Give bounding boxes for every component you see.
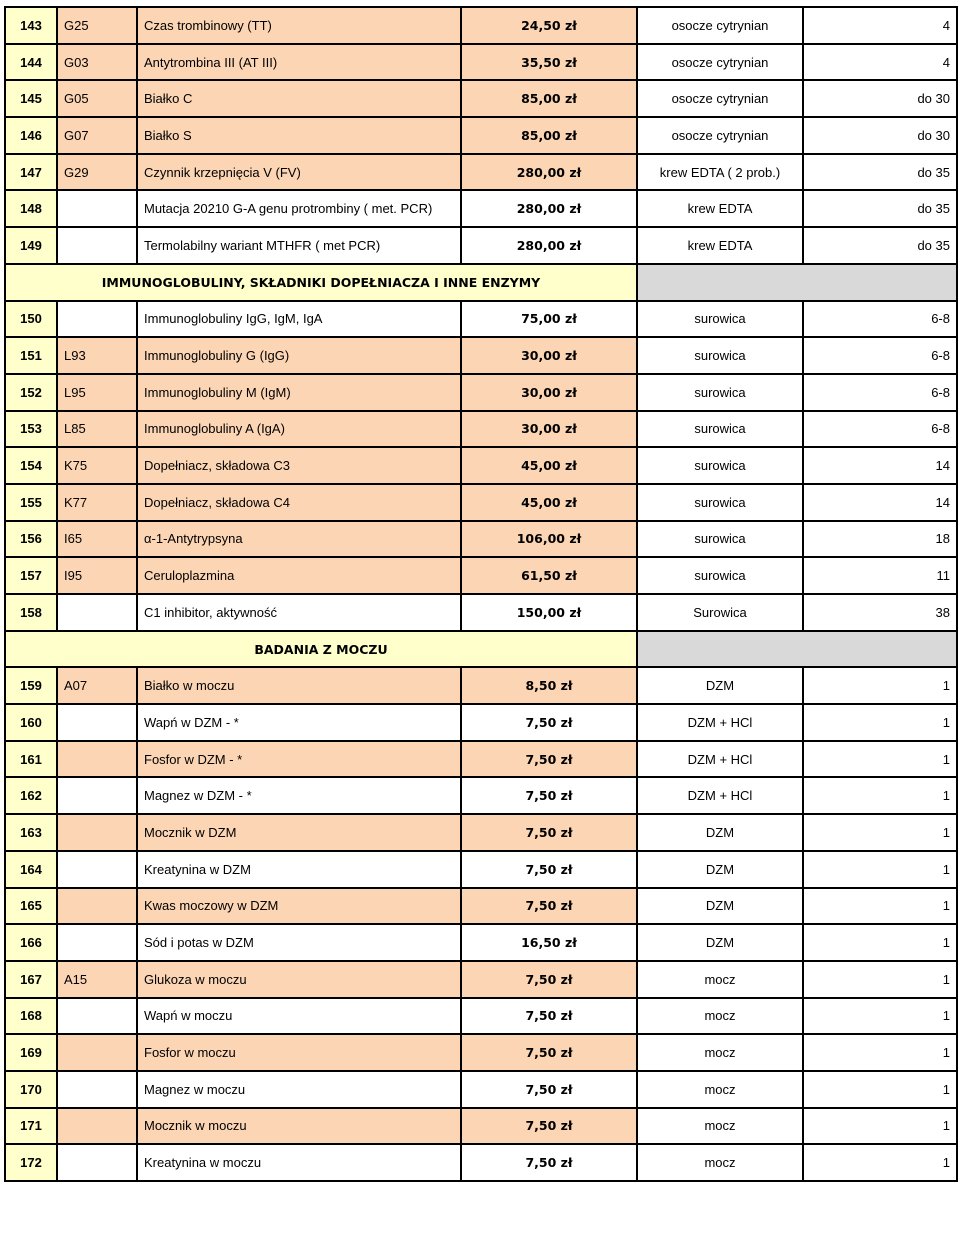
table-row (5, 1108, 957, 1145)
table-row (5, 777, 957, 814)
row-number: 151 (5, 337, 57, 374)
row-number: 148 (5, 190, 57, 227)
test-price: 7,50 zł (461, 961, 637, 998)
test-price: 30,00 zł (461, 374, 637, 411)
turnaround-time: 18 (803, 521, 957, 558)
row-number: 154 (5, 447, 57, 484)
test-name: Termolabilny wariant MTHFR ( met PCR) (137, 227, 461, 264)
turnaround-time: 38 (803, 594, 957, 631)
section-header-row (5, 631, 957, 668)
test-price: 61,50 zł (461, 557, 637, 594)
turnaround-time: 1 (803, 924, 957, 961)
turnaround-time: do 30 (803, 80, 957, 117)
test-name: Czynnik krzepnięcia V (FV) (137, 154, 461, 191)
table-row (5, 374, 957, 411)
turnaround-time: do 30 (803, 117, 957, 154)
test-name: Immunoglobuliny G (IgG) (137, 337, 461, 374)
turnaround-time: 1 (803, 1071, 957, 1108)
test-name: Immunoglobuliny A (IgA) (137, 411, 461, 448)
test-name: Magnez w moczu (137, 1071, 461, 1108)
test-price: 7,50 zł (461, 814, 637, 851)
test-code: K77 (57, 484, 137, 521)
test-price: 150,00 zł (461, 594, 637, 631)
table-row (5, 337, 957, 374)
table-row (5, 80, 957, 117)
sample-material: Surowica (637, 594, 803, 631)
test-code: L85 (57, 411, 137, 448)
row-number: 149 (5, 227, 57, 264)
table-row (5, 961, 957, 998)
test-code: A07 (57, 667, 137, 704)
turnaround-time: 1 (803, 667, 957, 704)
sample-material: surowica (637, 557, 803, 594)
table-row (5, 557, 957, 594)
row-number: 144 (5, 44, 57, 81)
sample-material: DZM + HCl (637, 777, 803, 814)
test-name: Glukoza w moczu (137, 961, 461, 998)
test-code (57, 741, 137, 778)
row-number: 150 (5, 301, 57, 338)
row-number: 146 (5, 117, 57, 154)
row-number: 145 (5, 80, 57, 117)
test-code (57, 1034, 137, 1071)
row-number: 164 (5, 851, 57, 888)
test-price: 7,50 zł (461, 851, 637, 888)
test-name: Mocznik w DZM (137, 814, 461, 851)
table-row (5, 447, 957, 484)
test-price: 30,00 zł (461, 411, 637, 448)
sample-material: mocz (637, 1144, 803, 1181)
test-name: Magnez w DZM - * (137, 777, 461, 814)
turnaround-time: 6-8 (803, 374, 957, 411)
test-price: 24,50 zł (461, 7, 637, 44)
test-code (57, 1108, 137, 1145)
turnaround-time: do 35 (803, 190, 957, 227)
turnaround-time: 1 (803, 741, 957, 778)
table-row (5, 888, 957, 925)
row-number: 168 (5, 998, 57, 1035)
table-row (5, 7, 957, 44)
table-row (5, 1071, 957, 1108)
turnaround-time: 4 (803, 44, 957, 81)
row-number: 156 (5, 521, 57, 558)
test-code: G25 (57, 7, 137, 44)
table-row (5, 44, 957, 81)
test-price: 7,50 zł (461, 998, 637, 1035)
sample-material: krew EDTA ( 2 prob.) (637, 154, 803, 191)
row-number: 152 (5, 374, 57, 411)
turnaround-time: 1 (803, 1144, 957, 1181)
table-row (5, 154, 957, 191)
row-number: 160 (5, 704, 57, 741)
sample-material: mocz (637, 1034, 803, 1071)
turnaround-time: do 35 (803, 227, 957, 264)
table-row (5, 1144, 957, 1181)
test-code (57, 190, 137, 227)
turnaround-time: 1 (803, 777, 957, 814)
turnaround-time: 14 (803, 484, 957, 521)
test-price: 30,00 zł (461, 337, 637, 374)
sample-material: surowica (637, 447, 803, 484)
section-header-row (5, 264, 957, 301)
test-code (57, 998, 137, 1035)
test-code: I95 (57, 557, 137, 594)
sample-material: surowica (637, 521, 803, 558)
test-price: 7,50 zł (461, 1071, 637, 1108)
test-name: Czas trombinowy (TT) (137, 7, 461, 44)
table-row (5, 594, 957, 631)
sample-material: osocze cytrynian (637, 44, 803, 81)
test-code (57, 924, 137, 961)
test-price: 16,50 zł (461, 924, 637, 961)
table-row (5, 117, 957, 154)
test-price: 106,00 zł (461, 521, 637, 558)
sample-material: DZM (637, 851, 803, 888)
test-code: G03 (57, 44, 137, 81)
test-name: Antytrombina III (AT III) (137, 44, 461, 81)
sample-material: krew EDTA (637, 190, 803, 227)
test-price: 85,00 zł (461, 117, 637, 154)
sample-material: mocz (637, 1071, 803, 1108)
sample-material: DZM + HCl (637, 704, 803, 741)
test-price: 7,50 zł (461, 704, 637, 741)
turnaround-time: 6-8 (803, 411, 957, 448)
sample-material: osocze cytrynian (637, 80, 803, 117)
test-code (57, 814, 137, 851)
test-code (57, 704, 137, 741)
test-name: Immunoglobuliny IgG, IgM, IgA (137, 301, 461, 338)
price-list-body (5, 7, 957, 1181)
row-number: 167 (5, 961, 57, 998)
test-code (57, 594, 137, 631)
test-price: 7,50 zł (461, 888, 637, 925)
sample-material: surowica (637, 484, 803, 521)
sample-material: surowica (637, 337, 803, 374)
table-row (5, 924, 957, 961)
test-name: Wapń w moczu (137, 998, 461, 1035)
row-number: 162 (5, 777, 57, 814)
section-spacer (637, 264, 957, 301)
test-name: Dopełniacz, składowa C3 (137, 447, 461, 484)
test-code (57, 777, 137, 814)
test-name: Białko w moczu (137, 667, 461, 704)
test-code (57, 1071, 137, 1108)
table-row (5, 190, 957, 227)
table-row (5, 484, 957, 521)
test-name: Mocznik w moczu (137, 1108, 461, 1145)
test-price: 85,00 zł (461, 80, 637, 117)
turnaround-time: 6-8 (803, 337, 957, 374)
sample-material: surowica (637, 374, 803, 411)
test-price: 7,50 zł (461, 741, 637, 778)
row-number: 147 (5, 154, 57, 191)
sample-material: DZM (637, 667, 803, 704)
test-code (57, 888, 137, 925)
row-number: 170 (5, 1071, 57, 1108)
test-name: Dopełniacz, składowa C4 (137, 484, 461, 521)
test-code: G05 (57, 80, 137, 117)
table-row (5, 521, 957, 558)
test-name: α-1-Antytrypsyna (137, 521, 461, 558)
test-code (57, 1144, 137, 1181)
test-name: C1 inhibitor, aktywność (137, 594, 461, 631)
test-name: Wapń w DZM - * (137, 704, 461, 741)
turnaround-time: do 35 (803, 154, 957, 191)
test-code: L95 (57, 374, 137, 411)
test-name: Mutacja 20210 G-A genu protrombiny ( met. PCR) (137, 190, 461, 227)
section-title: IMMUNOGLOBULINY, SKŁADNIKI DOPEŁNIACZA I INNE ENZYMY (5, 264, 637, 301)
test-price: 35,50 zł (461, 44, 637, 81)
sample-material: DZM (637, 814, 803, 851)
test-name: Białko S (137, 117, 461, 154)
turnaround-time: 6-8 (803, 301, 957, 338)
test-code: G29 (57, 154, 137, 191)
test-name: Ceruloplazmina (137, 557, 461, 594)
table-row (5, 814, 957, 851)
row-number: 143 (5, 7, 57, 44)
row-number: 165 (5, 888, 57, 925)
test-price: 7,50 zł (461, 777, 637, 814)
test-name: Sód i potas w DZM (137, 924, 461, 961)
test-code: I65 (57, 521, 137, 558)
table-row (5, 667, 957, 704)
turnaround-time: 14 (803, 447, 957, 484)
test-code: A15 (57, 961, 137, 998)
table-row (5, 301, 957, 338)
sample-material: DZM (637, 924, 803, 961)
table-row (5, 227, 957, 264)
row-number: 163 (5, 814, 57, 851)
test-name: Kreatynina w moczu (137, 1144, 461, 1181)
sample-material: surowica (637, 411, 803, 448)
sample-material: DZM + HCl (637, 741, 803, 778)
section-spacer (637, 631, 957, 668)
test-name: Kreatynina w DZM (137, 851, 461, 888)
turnaround-time: 4 (803, 7, 957, 44)
row-number: 172 (5, 1144, 57, 1181)
test-price: 7,50 zł (461, 1108, 637, 1145)
row-number: 153 (5, 411, 57, 448)
test-name: Kwas moczowy w DZM (137, 888, 461, 925)
test-name: Fosfor w DZM - * (137, 741, 461, 778)
turnaround-time: 1 (803, 888, 957, 925)
turnaround-time: 11 (803, 557, 957, 594)
turnaround-time: 1 (803, 814, 957, 851)
table-row (5, 1034, 957, 1071)
test-price: 8,50 zł (461, 667, 637, 704)
test-price: 75,00 zł (461, 301, 637, 338)
sample-material: mocz (637, 961, 803, 998)
sample-material: surowica (637, 301, 803, 338)
row-number: 166 (5, 924, 57, 961)
row-number: 157 (5, 557, 57, 594)
row-number: 155 (5, 484, 57, 521)
test-name: Immunoglobuliny M (IgM) (137, 374, 461, 411)
table-row (5, 411, 957, 448)
turnaround-time: 1 (803, 1108, 957, 1145)
table-row (5, 741, 957, 778)
row-number: 171 (5, 1108, 57, 1145)
row-number: 159 (5, 667, 57, 704)
table-row (5, 704, 957, 741)
turnaround-time: 1 (803, 1034, 957, 1071)
sample-material: osocze cytrynian (637, 7, 803, 44)
test-name: Fosfor w moczu (137, 1034, 461, 1071)
turnaround-time: 1 (803, 851, 957, 888)
table-row (5, 851, 957, 888)
test-price: 7,50 zł (461, 1034, 637, 1071)
sample-material: krew EDTA (637, 227, 803, 264)
test-price: 280,00 zł (461, 227, 637, 264)
table-row (5, 998, 957, 1035)
sample-material: osocze cytrynian (637, 117, 803, 154)
test-price: 45,00 zł (461, 484, 637, 521)
test-code (57, 851, 137, 888)
test-price: 45,00 zł (461, 447, 637, 484)
section-title: BADANIA Z MOCZU (5, 631, 637, 668)
test-price: 7,50 zł (461, 1144, 637, 1181)
sample-material: DZM (637, 888, 803, 925)
test-code: L93 (57, 337, 137, 374)
sample-material: mocz (637, 998, 803, 1035)
row-number: 158 (5, 594, 57, 631)
test-code (57, 301, 137, 338)
test-price: 280,00 zł (461, 154, 637, 191)
turnaround-time: 1 (803, 998, 957, 1035)
test-code (57, 227, 137, 264)
turnaround-time: 1 (803, 704, 957, 741)
test-price: 280,00 zł (461, 190, 637, 227)
price-list-table (4, 6, 958, 1182)
test-code: K75 (57, 447, 137, 484)
test-code: G07 (57, 117, 137, 154)
row-number: 169 (5, 1034, 57, 1071)
sample-material: mocz (637, 1108, 803, 1145)
turnaround-time: 1 (803, 961, 957, 998)
row-number: 161 (5, 741, 57, 778)
test-name: Białko C (137, 80, 461, 117)
